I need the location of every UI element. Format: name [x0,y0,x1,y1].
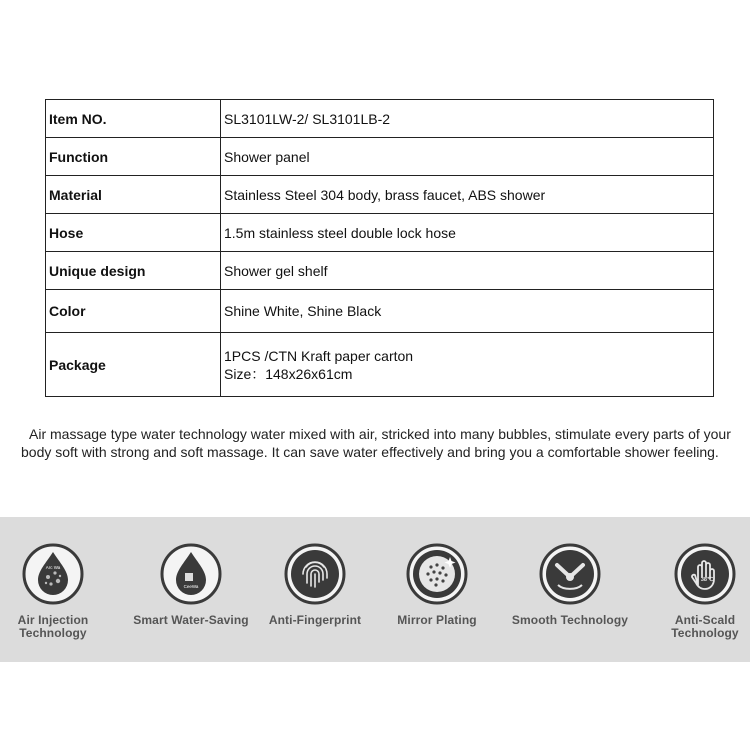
spec-label: Function [46,138,221,176]
smooth-handle-icon [539,543,601,605]
package-size-line: Size：148x26x61cm [224,365,353,382]
spec-value: 1.5m stainless steel double lock hose [221,214,714,252]
feature-anti-scald [640,543,750,640]
spec-row-material [46,176,714,214]
mirror-plating-icon [406,543,468,605]
anti-scald-hand-icon [674,543,736,605]
spec-value: Shine White, Shine Black [221,290,714,333]
feature-mirror-plating [372,543,502,627]
feature-label: Anti-Fingerprint [268,613,362,627]
feature-smart-water-saving [126,543,256,627]
water-drop-saving-icon [160,543,222,605]
spec-row-unique-design [46,252,714,290]
features-band [0,517,750,662]
package-line: 1PCS /CTN Kraft paper carton [224,347,414,364]
spec-value: Shower panel [221,138,714,176]
badge-text: 38℃ [700,577,714,583]
spec-row-hose [46,214,714,252]
spec-label: Unique design [46,252,221,290]
spec-label: Color [46,290,221,333]
spec-value: Shower gel shelf [221,252,714,290]
badge-text: Arc Wa [45,565,61,570]
spec-label: Package [46,333,221,397]
spec-row-color [46,290,714,333]
feature-label: Smart Water-Saving [133,613,249,627]
spec-row-function [46,138,714,176]
feature-smooth-technology [505,543,635,627]
spec-row-package [46,333,714,397]
spec-label: Item NO. [46,100,221,138]
product-description: Air massage type water technology water mixed with air, stricked into many bubbles, stimulate every parts of your body soft with strong and soft massage. It can save water effectively and bring you a comfortable shower feeling. [21,426,731,460]
spec-table [45,99,714,397]
feature-label: Anti-Scald Technology [671,613,739,640]
feature-air-injection [0,543,118,640]
water-drop-bubbles-icon [22,543,84,605]
spec-label: Hose [46,214,221,252]
badge-text: CeeWa [183,584,199,589]
feature-anti-fingerprint [250,543,380,627]
feature-label: Smooth Technology [511,613,629,627]
spec-label: Material [46,176,221,214]
feature-label: Mirror Plating [397,613,477,627]
fingerprint-icon [284,543,346,605]
spec-value: SL3101LW-2/ SL3101LB-2 [221,100,714,138]
feature-label: Air Injection Technology [17,613,89,640]
spec-value: Stainless Steel 304 body, brass faucet, ABS shower [221,176,714,214]
spec-row-item-no [46,100,714,138]
spec-value [221,333,714,397]
